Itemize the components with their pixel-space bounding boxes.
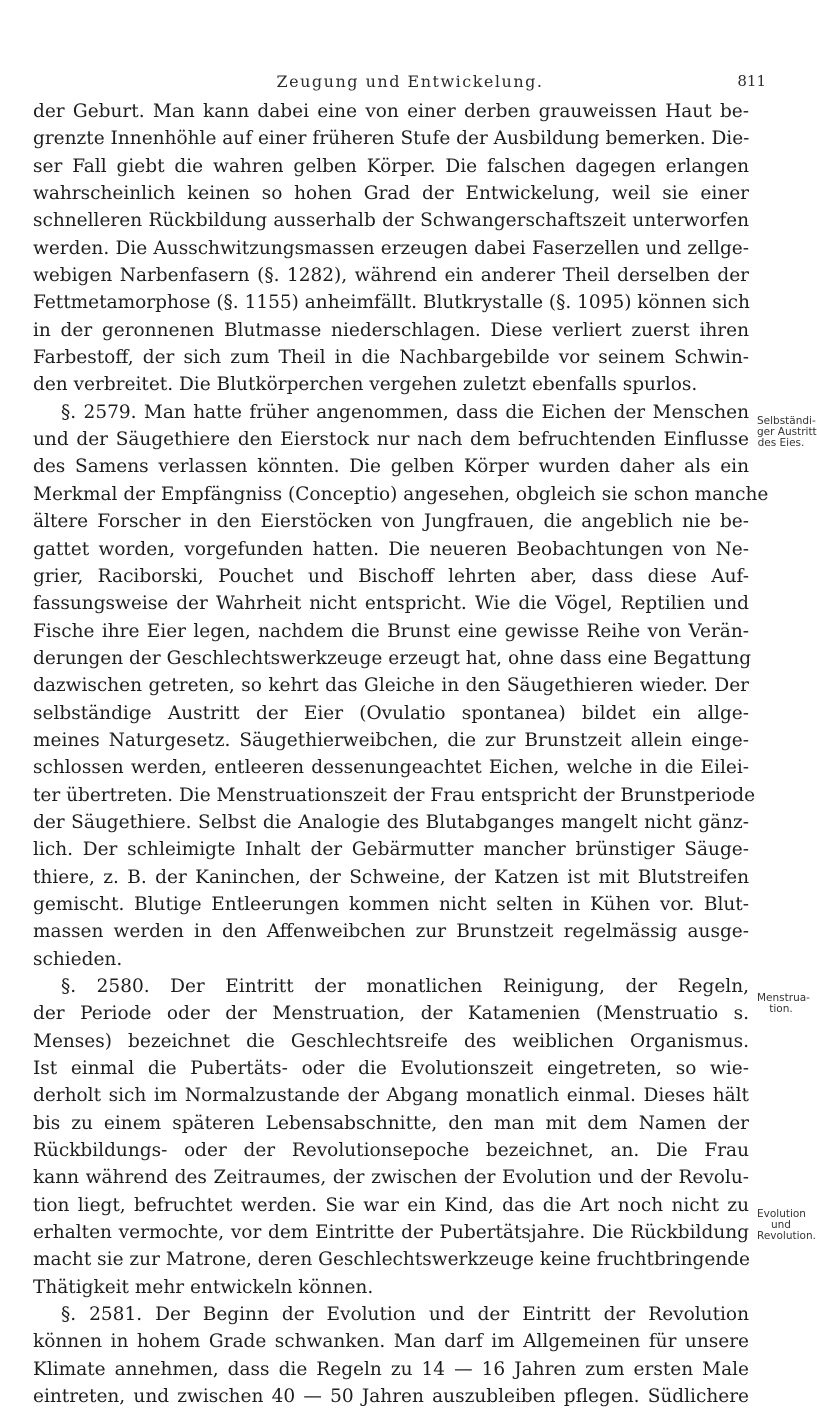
text-line: ter übertreten. Die Menstruationszeit der Frau entspricht der Brunstperiode — [33, 784, 756, 806]
margin-note-line: Menstrua- — [757, 992, 810, 1004]
text-line: tion liegt, befruchtet werden. Sie war ein Kind, das die Art noch nicht zu — [33, 1194, 749, 1216]
margin-note-line: und — [771, 1219, 791, 1231]
text-line: gattet worden, vorgefunden hatten. Die neueren Beobachtungen von Ne- — [33, 538, 749, 560]
text-line: Merkmal der Empfängniss (Conceptio) angesehen, obgleich sie schon manche — [33, 483, 769, 505]
margin-note-line: Selbständi- — [757, 415, 816, 427]
text-line: erhalten vermochte, vor dem Eintritte der Pubertätsjahre. Die Rückbildung — [33, 1222, 749, 1244]
page-header — [0, 72, 801, 94]
text-line: gemischt. Blutige Entleerungen kommen nicht selten in Kühen vor. Blut- — [33, 893, 749, 915]
text-line: lich. Der schleimigte Inhalt der Gebärmutter mancher brünstiger Säuge- — [33, 839, 749, 861]
text-line: ältere Forscher in den Eierstöcken von Jungfrauen, die angeblich nie be- — [33, 511, 749, 533]
text-line: Fische ihre Eier legen, nachdem die Brunst eine gewisse Reihe von Verän- — [33, 620, 749, 642]
running-title: Zeugung und Entwickelung. — [276, 72, 544, 91]
text-line: Fettmetamorphose (§. 1155) anheimfällt. Blutkrystalle (§. 1095) können sich — [33, 292, 750, 314]
text-line: der Periode oder der Menstruation, der Katamenien (Menstruatio s. — [33, 1003, 749, 1025]
text-line: grier, Raciborski, Pouchet und Bischoff lehrten aber, dass diese Auf- — [33, 565, 749, 587]
text-line: der Geburt. Man kann dabei eine von einer derben grauweissen Haut be- — [33, 101, 749, 122]
text-line: derungen der Geschlechtswerkzeuge erzeugt hat, ohne dass eine Begattung — [33, 647, 752, 669]
text-line: Ist einmal die Pubertäts- oder die Evolutionszeit eingetreten, so wie- — [33, 1058, 749, 1080]
text-line: Menses) bezeichnet die Geschlechtsreife des weiblichen Organismus. — [33, 1030, 749, 1052]
text-line: Farbestoff, der sich zum Theil in die Nachbargebilde vor seinem Schwin- — [33, 347, 749, 369]
section-2581-start: §. 2581. Der Beginn der Evolution und der Eintritt der Revolution — [61, 1304, 749, 1326]
margin-note-line: des Eies. — [757, 437, 805, 449]
text-line: des Samens verlassen könnten. Die gelben Körper wurden daher als ein — [33, 456, 749, 478]
text-line: schieden. — [33, 948, 123, 970]
text-line: ser Fall giebt die wahren gelben Körper. Die falschen dagegen erlangen — [33, 155, 749, 177]
text-line: können in hohem Grade schwanken. Man darf im Allgemeinen für unsere — [33, 1331, 749, 1353]
text-line: derholt sich im Normalzustande der Abgang monatlich einmal. Dieses hält — [33, 1085, 749, 1107]
text-line: macht sie zur Matrone, deren Geschlechtswerkzeuge keine fruchtbringende — [33, 1249, 751, 1271]
margin-note-line: Revolution. — [757, 1230, 816, 1242]
text-line: thiere, z. B. der Kaninchen, der Schweine, der Katzen ist mit Blutstreifen — [33, 866, 749, 888]
margin-note-line: Evolution — [757, 1208, 806, 1220]
text-line: wahrscheinlich keinen so hohen Grad der Entwickelung, weil sie einer — [33, 183, 749, 205]
margin-note-line: ger Austritt — [757, 426, 817, 438]
text-line: in der geronnenen Blutmasse niederschlagen. Diese verliert zuerst ihren — [33, 319, 749, 341]
text-line: selbständige Austritt der Eier (Ovulatio spontanea) bildet ein allge- — [33, 702, 749, 724]
text-line: Rückbildungs- oder der Revolutionsepoche bezeichnet, an. Die Frau — [33, 1140, 749, 1162]
text-line: meines Naturgesetz. Säugethierweibchen, die zur Brunstzeit allein einge- — [33, 729, 749, 751]
text-line: massen werden in den Affenweibchen zur Brunstzeit regelmässig ausge- — [33, 921, 749, 943]
margin-note-line: tion. — [769, 1003, 793, 1015]
page-number: 811 — [737, 72, 766, 90]
text-line: werden. Die Ausschwitzungsmassen erzeugen dabei Faserzellen und zellge- — [33, 237, 749, 259]
text-line: schnelleren Rückbildung ausserhalb der Schwangerschaftszeit unterworfen — [33, 210, 749, 232]
section-2580-start: §. 2580. Der Eintritt der monatlichen Reinigung, der Regeln, — [61, 976, 749, 997]
body-text — [33, 98, 769, 1411]
margin-note-menstruation — [757, 992, 810, 1015]
section-2579-start: §. 2579. Man hatte früher angenommen, dass die Eichen der Menschen — [61, 401, 749, 423]
margin-note-evolution-revolution — [757, 1208, 816, 1242]
text-line: schlossen werden, entleeren dessenungeachtet Eichen, welche in die Eilei- — [33, 757, 749, 779]
text-line: und der Säugethiere den Eierstock nur nach dem befruchtenden Einflusse — [33, 429, 749, 451]
text-line: fassungsweise der Wahrheit nicht entspricht. Wie die Vögel, Reptilien und — [33, 593, 749, 615]
text-line: bis zu einem späteren Lebensabschnitte, den man mit dem Namen der — [33, 1112, 749, 1134]
text-line: eintreten, und zwischen 40 — 50 Jahren auszubleiben pflegen. Südlichere — [33, 1386, 749, 1408]
text-line: Thätigkeit mehr entwickeln können. — [33, 1276, 374, 1298]
text-line: kann während des Zeitraumes, der zwischen der Evolution und der Revolu- — [33, 1167, 749, 1189]
text-line: webigen Narbenfasern (§. 1282), während ein anderer Theil derselben der — [33, 265, 749, 287]
margin-note-selbstaendiger-austritt — [757, 415, 817, 449]
text-line: den verbreitet. Die Blutkörperchen vergehen zuletzt ebenfalls spurlos. — [33, 374, 698, 396]
text-line: Klimate annehmen, dass die Regeln zu 14 — 16 Jahren zum ersten Male — [33, 1358, 749, 1380]
text-line: der Säugethiere. Selbst die Analogie des Blutabganges mangelt nicht gänz- — [33, 811, 749, 833]
text-line: dazwischen getreten, so kehrt das Gleiche in den Säugethieren wieder. Der — [33, 675, 749, 697]
text-line: grenzte Innenhöhle auf einer früheren Stufe der Ausbildung bemerken. Die- — [33, 128, 750, 150]
